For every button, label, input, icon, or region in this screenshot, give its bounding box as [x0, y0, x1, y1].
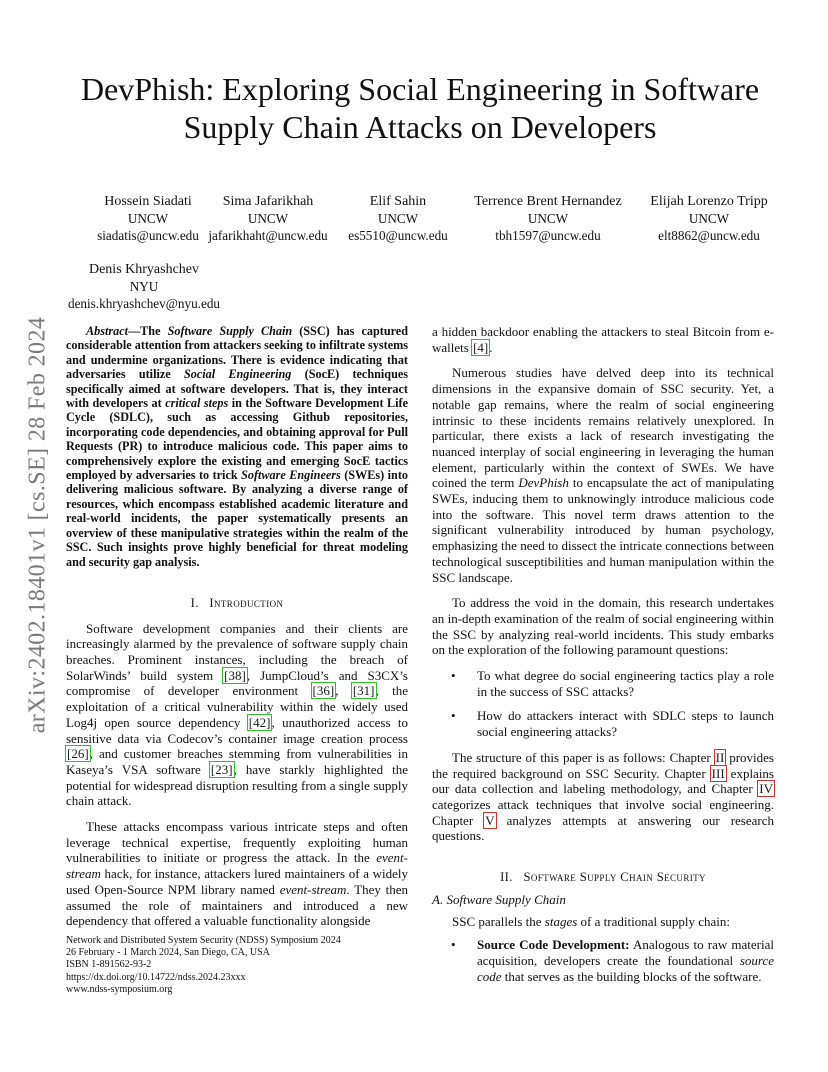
intro-paragraph [66, 621, 408, 809]
body-paragraph [432, 914, 774, 930]
text: , the exploitation of a critical vulnerability within the widely used Log4j open source dependency [66, 683, 408, 730]
list-item [432, 708, 774, 739]
citation-link[interactable]: [38] [224, 667, 246, 683]
author-email: elt8862@uncw.edu [658, 228, 760, 243]
abstract [66, 324, 408, 569]
item-heading: Source Code Development: [477, 937, 630, 953]
citation-link[interactable]: [42] [248, 714, 271, 730]
body-paragraph [432, 324, 774, 355]
author-email: jafarikhaht@uncw.edu [208, 228, 328, 243]
abstract-text: (SWEs) into delivering malicious software. By analyzing a diverse range of resources, which encompass established academic literature and real-world incidents, the paper systematically presents an overview of these manipulative strategies within the realm of the SSC. Such insights prove highly beneficial for threat modeling and security gap analysis. [66, 468, 408, 569]
abstract-text: —The [127, 324, 168, 338]
text: Analogous to raw material acquisition, developers create the foundational [477, 937, 774, 968]
footnote-doi-link[interactable]: https://dx.doi.org/10.14722/ndss.2024.23xxx [66, 971, 246, 983]
text: These attacks encompass various intricate steps and often leverage technical expertise, frequently exploiting human vulnerabilities to initiate or progress the attack. In the [66, 819, 408, 866]
author-block [192, 193, 344, 244]
text-emph: source code [477, 952, 774, 984]
citation-link[interactable]: [31] [352, 683, 375, 699]
text: a hidden backdoor enabling the attackers to steal Bitcoin from e-wallets [432, 324, 774, 355]
text-emph: event-stream [279, 881, 347, 897]
section-title: Introduction [209, 595, 284, 610]
text: , unauthorized access to sensitive data via Codecov’s container image creation process [66, 714, 408, 746]
citation-link[interactable]: [36] [312, 683, 335, 699]
footnote-website-link[interactable]: www.ndss-symposium.org [66, 983, 173, 995]
list-item [432, 668, 774, 699]
text-emph: DevPhish [518, 475, 569, 491]
text: hack, for instance, attackers lured maintainers of a widely used Open-Source NPM library named [66, 866, 408, 897]
question-text: To what degree do social engineering tactics play a role in the success of SSC attacks? [477, 668, 774, 699]
text-emph: stages [544, 913, 578, 929]
conference-footnote [66, 935, 408, 996]
paper-title: DevPhish: Exploring Social Engineering in Software Supply Chain Attacks on Developers [80, 71, 760, 145]
citation-link[interactable]: [23] [210, 761, 233, 777]
abstract-text: (SocE) techniques specifically aimed at software developers. That is, they interact with developers at [66, 367, 408, 411]
arxiv-sidebar [16, 290, 60, 760]
bullet: • [451, 937, 456, 953]
text: analyzes attempts at answering our research questions. [432, 812, 774, 844]
text: explains our data collection and labeling methodology, and Chapter [432, 765, 774, 797]
body-paragraph [432, 750, 774, 844]
citation-link[interactable]: [26] [67, 746, 89, 762]
intro-paragraph [66, 819, 408, 929]
section-number: I. [190, 595, 199, 610]
text: , have starkly highlighted the potential for widespread disruption resulting from a single supply chain attack. [66, 761, 408, 809]
footnote-line: ISBN 1-891562-93-2 [66, 959, 152, 971]
subsection-heading: A. Software Supply Chain [432, 891, 566, 907]
text: that serves as the building blocks of the software. [501, 968, 762, 984]
footnote-line: 26 February - 1 March 2024, San Diego, CA, USA [66, 947, 270, 959]
author-email: siadatis@uncw.edu [97, 228, 199, 243]
author-affiliation: UNCW [127, 211, 169, 226]
abstract-emph: Software Engineers [241, 468, 341, 483]
text: , [335, 683, 352, 699]
text: The structure of this paper is as follows: Chapter [452, 749, 715, 765]
author-name: Denis Khryashchev [88, 262, 200, 277]
author-email: denis.khryashchev@nyu.edu [67, 296, 221, 311]
text: , JumpCloud’s and S3CX’s compromise of developer environment [66, 667, 408, 699]
author-affiliation: NYU [129, 279, 159, 294]
question-text: How do attackers interact with SDLC steps to launch social engineering attacks? [477, 708, 774, 740]
text: Software development companies and their clients are increasingly alarmed by the prevalence of software supply chain breaches. Prominent instances, including the breach of SolarWinds’ build system [66, 620, 408, 683]
bullet: • [451, 708, 456, 724]
author-name: Hossein Siadati [104, 194, 192, 209]
text: of a traditional supply chain: [577, 913, 731, 929]
author-name: Terrence Brent Hernandez [474, 194, 622, 209]
author-affiliation: UNCW [527, 211, 569, 226]
author-name: Elif Sahin [369, 194, 427, 209]
author-block [334, 193, 462, 244]
text: . [489, 339, 493, 355]
abstract-label: Abstract [86, 324, 128, 338]
text: provides the required background on SSC Security. Chapter [432, 749, 774, 781]
text: SSC parallels the [452, 913, 545, 929]
abstract-emph: Social Engineering [183, 367, 292, 382]
body-paragraph [432, 365, 774, 585]
author-name: Sima Jafarikhah [222, 194, 314, 209]
section-number: II. [500, 870, 513, 885]
chapter-link[interactable]: III [711, 765, 725, 781]
right-column [432, 324, 774, 984]
author-email: es5510@uncw.edu [348, 228, 448, 243]
text: categorizes attack techniques that involve social engineering. Chapter [432, 796, 774, 828]
left-column [66, 324, 408, 929]
bullet: • [451, 668, 456, 684]
author-block [62, 261, 226, 312]
author-email: tbh1597@uncw.edu [495, 228, 601, 243]
stages-list [432, 937, 774, 984]
section-title: Software Supply Chain Security [523, 870, 706, 885]
author-name: Elijah Lorenzo Tripp [650, 194, 768, 209]
author-block [460, 193, 636, 244]
chapter-link[interactable]: V [485, 812, 495, 828]
text: to encapsulate the act of manipulating SWEs, inducing them to unknowingly introduce malicious code into the software. This novel term draws attention to the significant vulnerability introduced by human psychology, emphasizing the need to dissect the intricate connections between technological susceptibilities and human manipulation within the SSC landscape. [432, 475, 774, 585]
list-item [432, 937, 774, 984]
citation-link[interactable]: [4] [473, 339, 489, 355]
section-heading-ssc-security [432, 870, 774, 886]
body-paragraph: To address the void in the domain, this research undertakes an in-depth examination of the realm of social engineering within the SSC by analyzing real-world incidents. This study embarks on the exploration of the following paramount questions: [432, 595, 774, 658]
abstract-text: (SSC) has captured considerable attention from attackers seeking to infiltrate systems and undermine organizations. There is evidence indicating that adversaries utilize [66, 324, 408, 382]
text: , and customer breaches stemming from vulnerabilities in Kaseya’s VSA software [66, 746, 408, 777]
text: . They then assumed the role of maintainers and introduced a new dependency that offered a valuable functionality alongside [66, 881, 409, 929]
arxiv-id: arXiv:2402.18401v1 [cs.SE] 28 Feb 2024 [24, 316, 51, 734]
author-affiliation: UNCW [377, 211, 419, 226]
author-affiliation: UNCW [247, 211, 289, 226]
chapter-link[interactable]: II [715, 749, 725, 765]
footnote-line: Network and Distributed System Security (NDSS) Symposium 2024 [66, 935, 341, 946]
text: Numerous studies have delved deep into its technical dimensions in the expansive domain of SSC security. Yet, a notable gap remains, where the realm of social engineering intrinsic to these incidents remains relatively unexplored. In particular, there exists a lack of research investigating the nuanced interplay of social engineering in leveraging the human element, particularly within the context of SWEs. We have coined the term [432, 365, 774, 491]
research-questions-list [432, 668, 774, 740]
section-heading-introduction [66, 596, 408, 612]
abstract-emph: critical steps [165, 396, 229, 411]
abstract-emph: Software Supply Chain [167, 324, 293, 338]
author-affiliation: UNCW [688, 211, 730, 226]
abstract-text: in the Software Development Life Cycle (SDLC), such as accessing Github repositories, incorporating code dependencies, and obtaining approval for Pull Requests (PR) to introduce malicious code. This paper aims to comprehensively explore the existing and emerging SocE tactics employed by adversaries to trick [66, 396, 409, 483]
chapter-link[interactable]: IV [759, 781, 773, 797]
author-block [636, 193, 782, 244]
text-emph: event-stream [66, 850, 408, 882]
